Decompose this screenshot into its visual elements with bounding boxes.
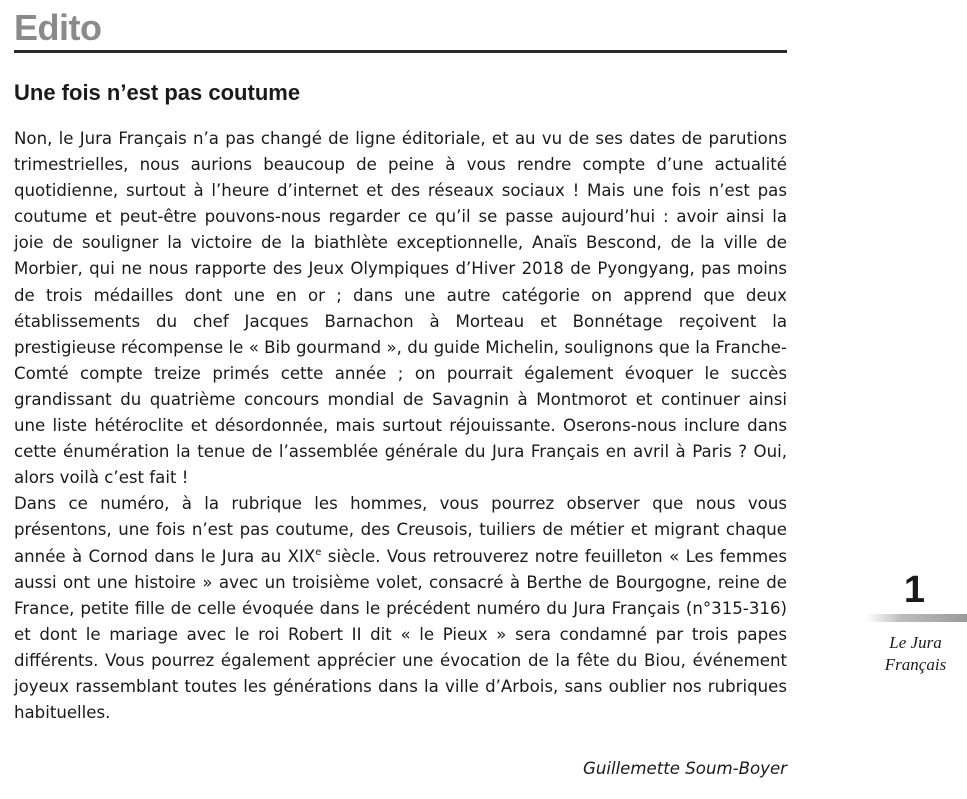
paragraph-2-text-start: Dans ce numéro, à la rubrique les hommes, vous pourrez observer que nous vous présentons, une fois n’est pas coutume, des Creusois, tuiliers de métier et migrant chaque année à Cornod dans le Jura au XIX <box>14 494 787 566</box>
article-paragraph-2 <box>14 491 787 726</box>
section-title: Edito <box>14 7 102 48</box>
section-header <box>14 6 787 53</box>
page-number: 1 <box>903 569 925 611</box>
magazine-name-line-2: Français <box>884 655 947 674</box>
article-title: Une fois n’est pas coutume <box>14 80 301 105</box>
page-footer-sidebar <box>866 568 967 676</box>
article-body <box>14 126 787 726</box>
magazine-name <box>866 632 967 676</box>
paragraph-2-text-end: siècle. Vous retrouverez notre feuilleton « Les femmes aussi ont une histoire » avec un troisième volet, consacré à Berthe de Bourgogne, reine de France, petite fille de celle évoquée dans le précédent numéro du Jura Français (n°315-316) et dont le mariage avec le roi Robert II dit « le Pieux » sera condamné par trois papes différents. Vous pourrez également apprécier une évocation de la fête du Biou, événement joyeux rassemblant toutes les générations dans la ville d’Arbois, sans oublier nos rubriques habituelles. <box>14 546 788 723</box>
article-paragraph-1: Non, le Jura Français n’a pas changé de ligne éditoriale, et au vu de ses dates de parutions trimestrielles, nous aurions beaucoup de peine à vous rendre compte d’une actualité quotidienne, surtout à l’heure d’internet et des réseaux sociaux ! Mais une fois n’est pas coutume et peut-être pouvons-nous regarder ce qu’il se passe aujourd’hui : avoir ainsi la joie de souligner la victoire de la biathlète exceptionnelle, Anaïs Bescond, de la ville de Morbier, qui ne nous rapporte des Jeux Olympiques d’Hiver 2018 de Pyongyang, pas moins de trois médailles dont une en or ; dans une autre catégorie on apprend que deux établissements du chef Jacques Barnachon à Morteau et Bonnétage reçoivent la prestigieuse récompense le « Bib gourmand », du guide Michelin, soulignons que la Franche-Comté compte treize primés cette année ; on pourrait également évoquer le succès grandissant du quatrième concours mondial de Savagnin à Montmorot et continuer ainsi une liste hétéroclite et désordonnée, mais surtout réjouissante. Oserons-nous inclure dans cette énumération la tenue de l’assemblée générale du Jura Français en avril à Paris ? Oui, alors voilà c’est fait ! <box>14 129 787 488</box>
magazine-name-line-1: Le Jura <box>889 633 942 652</box>
author-signature: Guillemette Soum-Boyer <box>582 759 787 778</box>
page-number-rule <box>866 614 967 622</box>
century-superscript: e <box>315 546 322 558</box>
